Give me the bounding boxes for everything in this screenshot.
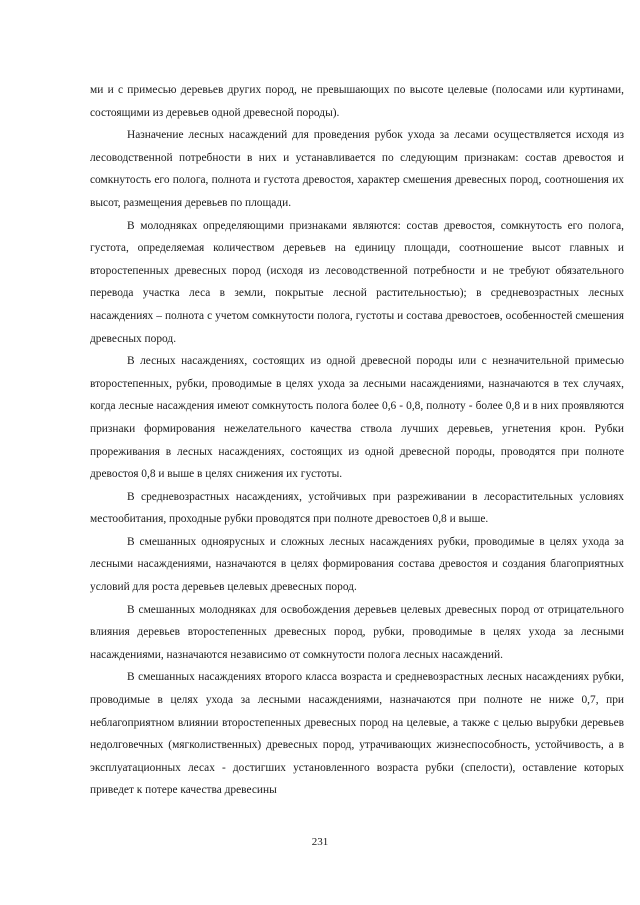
paragraph: В смешанных одноярусных и сложных лесных насаждениях рубки, проводимые в целях ухода за лесными насаждениями, назначаются в целях формирования состава древостоя и создания благоприятных условий для роста деревьев целевых древесных пород.: [90, 535, 624, 594]
paragraph-continuation: ми и с примесью деревьев других пород, не превышающих по высоте целевые (полосами или куртинами, состоящими из деревьев одной древесной породы).: [90, 84, 624, 119]
paragraph: В средневозрастных насаждениях, устойчивых при разреживании в лесорастительных условиях местообитания, проходные рубки проводятся при полноте древостоев 0,8 и выше.: [90, 490, 624, 526]
page-number: 231: [311, 836, 329, 848]
paragraph: В молодняках определяющими признаками являются: состав древостоя, сомкнутость его полога, густота, определяемая количеством деревьев на единицу площади, соотношение высот главных и второстепенных древесных пород (исходя из лесоводственной потребности и не требуют обязательного перевода участка леса в земли, покрытые лесной растительностью); в средневозрастных лесных насаждениях – полнота с учетом сомкнутости полога, густоты и состава древостоев, особенностей смешения древесных пород.: [90, 219, 624, 345]
paragraph: Назначение лесных насаждений для проведения рубок ухода за лесами осуществляется исходя из лесоводственной потребности в них и устанавливается по следующим признакам: состав древостоя и сомкнутость его полога, полнота и густота древостоя, характер смешения древесных пород, соотношения их высот, размещения деревьев по площади.: [90, 129, 624, 209]
paragraph: В лесных насаждениях, состоящих из одной древесной породы или с незначительной примесью второстепенных, рубки, проводимые в целях ухода за лесными насаждениями, назначаются в тех случаях, когда лесные насаждения имеют сомкнутость полога более 0,6 - 0,8, полноту - более 0,8 и в них проявляются признаки формирования нежелательного качества ствола лучших деревьев, угнетения крон. Рубки прореживания в лесных насаждениях, состоящих из одной древесной породы, проводятся при полноте древостоя 0,8 и выше в целях снижения их густоты.: [90, 355, 624, 481]
paragraph: В смешанных насаждениях второго класса возраста и средневозрастных лесных насаждениях рубки, проводимые в целях ухода за лесными насаждениями, назначаются при полноте не ниже 0,7, при неблагоприятном влиянии второстепенных древесных пород на целевые, а также с целью вырубки деревьев недолговечных (мягколиственных) древесных пород, утрачивающих жизнеспособность, устойчивость, а в эксплуатационных лесах - достигших установленного возраста рубки (спелости), оставление которых приведет к потере качества древесины: [90, 671, 624, 797]
page-body: [90, 79, 624, 802]
paragraph: В смешанных молодняках для освобождения деревьев целевых древесных пород от отрицательного влияния деревьев второстепенных древесных пород, рубки, проводимые в целях ухода за лесными насаждениями, назначаются независимо от сомкнутости полога лесных насаждений.: [90, 603, 624, 661]
